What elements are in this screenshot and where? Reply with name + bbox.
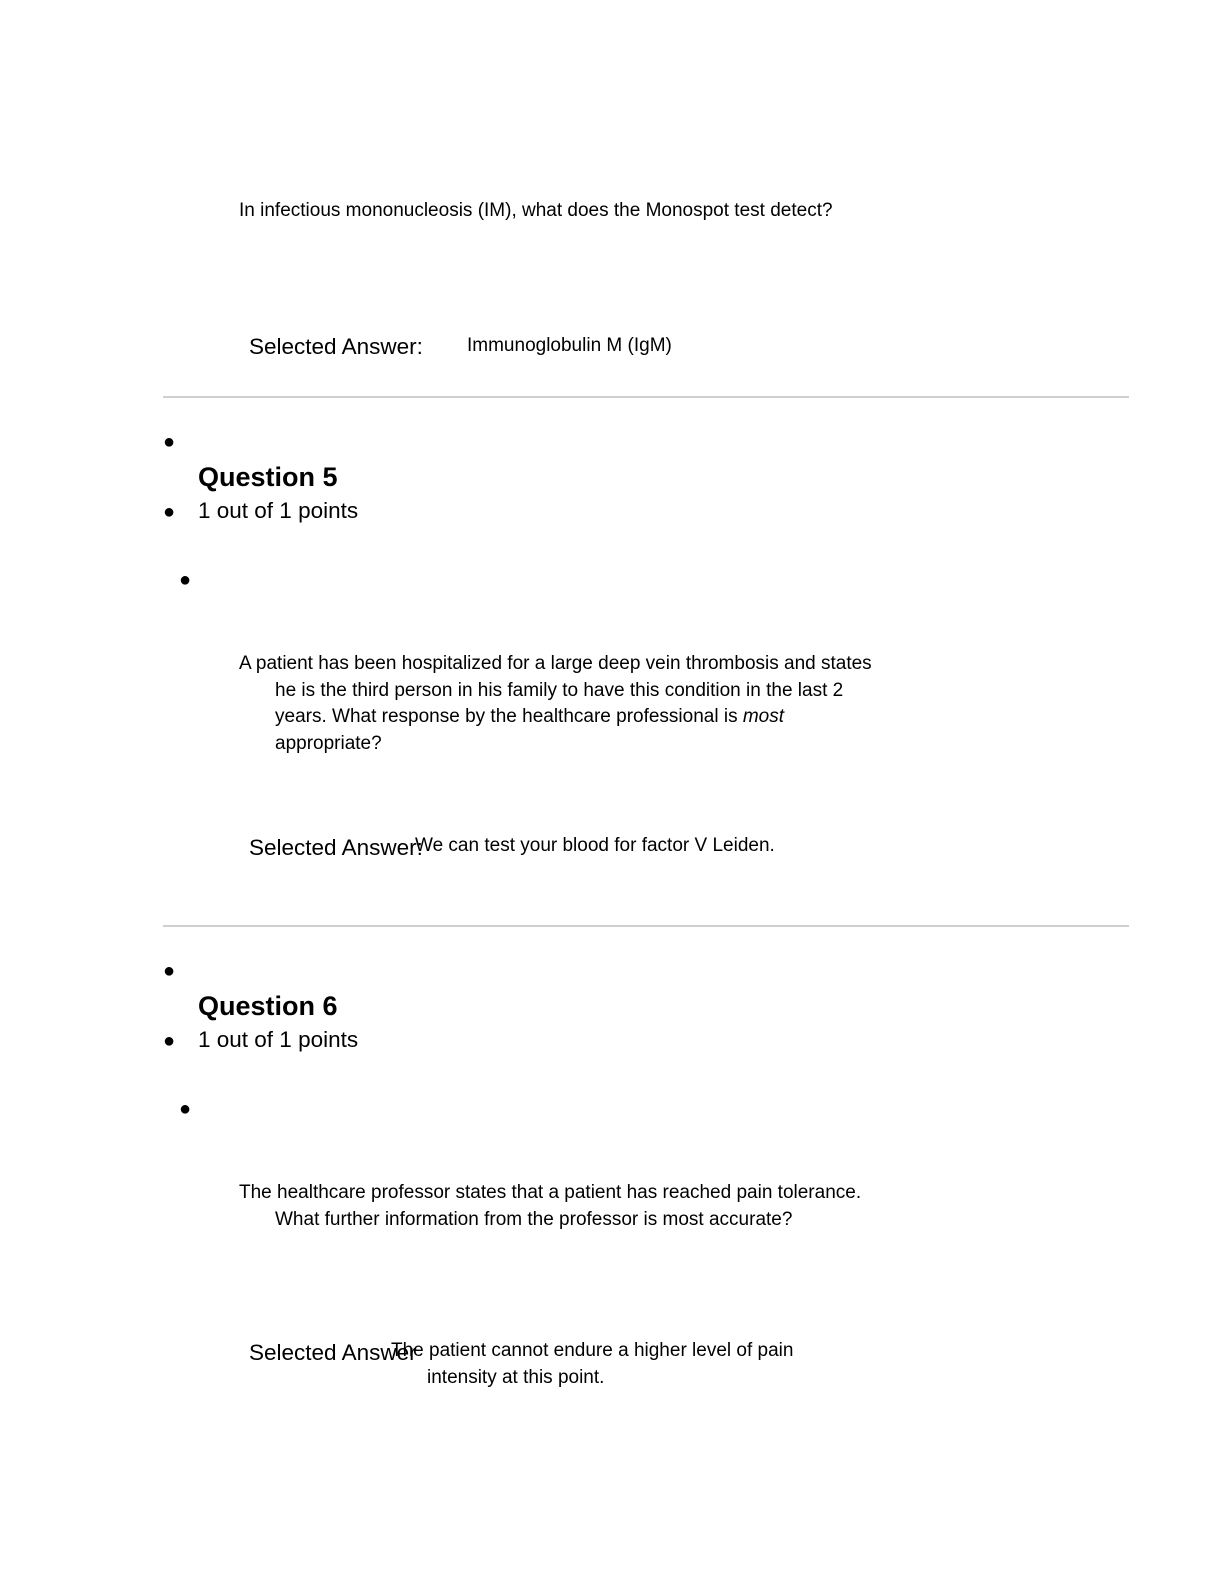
question-5-text-main: A patient has been hospitalized for a large deep vein thrombosis and states he is the third person in his family to have this condition in the last 2 years. What response by the healthcare professional is — [239, 653, 872, 727]
question-6-points: 1 out of 1 points — [198, 1027, 359, 1052]
question-4-selected-answer: Immunoglobulin M (IgM) — [467, 335, 672, 356]
divider — [163, 396, 1129, 398]
question-5-text — [239, 651, 895, 757]
question-5-selected-answer: We can test your blood for factor V Leiden. — [415, 835, 775, 856]
question-5-text-emphasis: most — [742, 706, 785, 727]
question-5-selected-label: Selected Answer: — [249, 835, 423, 860]
bullet-icon: ● — [163, 1030, 176, 1052]
bullet-icon: ● — [163, 960, 176, 982]
question-5-points: 1 out of 1 points — [198, 498, 359, 523]
question-4-text: In infectious mononucleosis (IM), what does the Monospot test detect? — [239, 200, 833, 221]
question-6-selected-answer: The patient cannot endure a higher level of pain intensity at this point. — [391, 1340, 794, 1388]
question-5-title: Question 5 — [198, 462, 338, 492]
bullet-icon: ● — [163, 501, 176, 523]
question-4-selected-label: Selected Answer: — [249, 334, 423, 359]
bullet-icon: ● — [179, 569, 192, 591]
question-5-text-end: appropriate? — [275, 732, 382, 754]
bullet-icon: ● — [179, 1098, 192, 1120]
question-6-selected-label: Selected Answer — [249, 1340, 417, 1365]
divider — [163, 925, 1129, 927]
bullet-icon: ● — [163, 431, 176, 453]
question-6-title: Question 6 — [198, 991, 338, 1021]
question-6-text: The healthcare professor states that a patient has reached pain tolerance. What further information from the professor is most accurate? — [239, 1182, 862, 1230]
